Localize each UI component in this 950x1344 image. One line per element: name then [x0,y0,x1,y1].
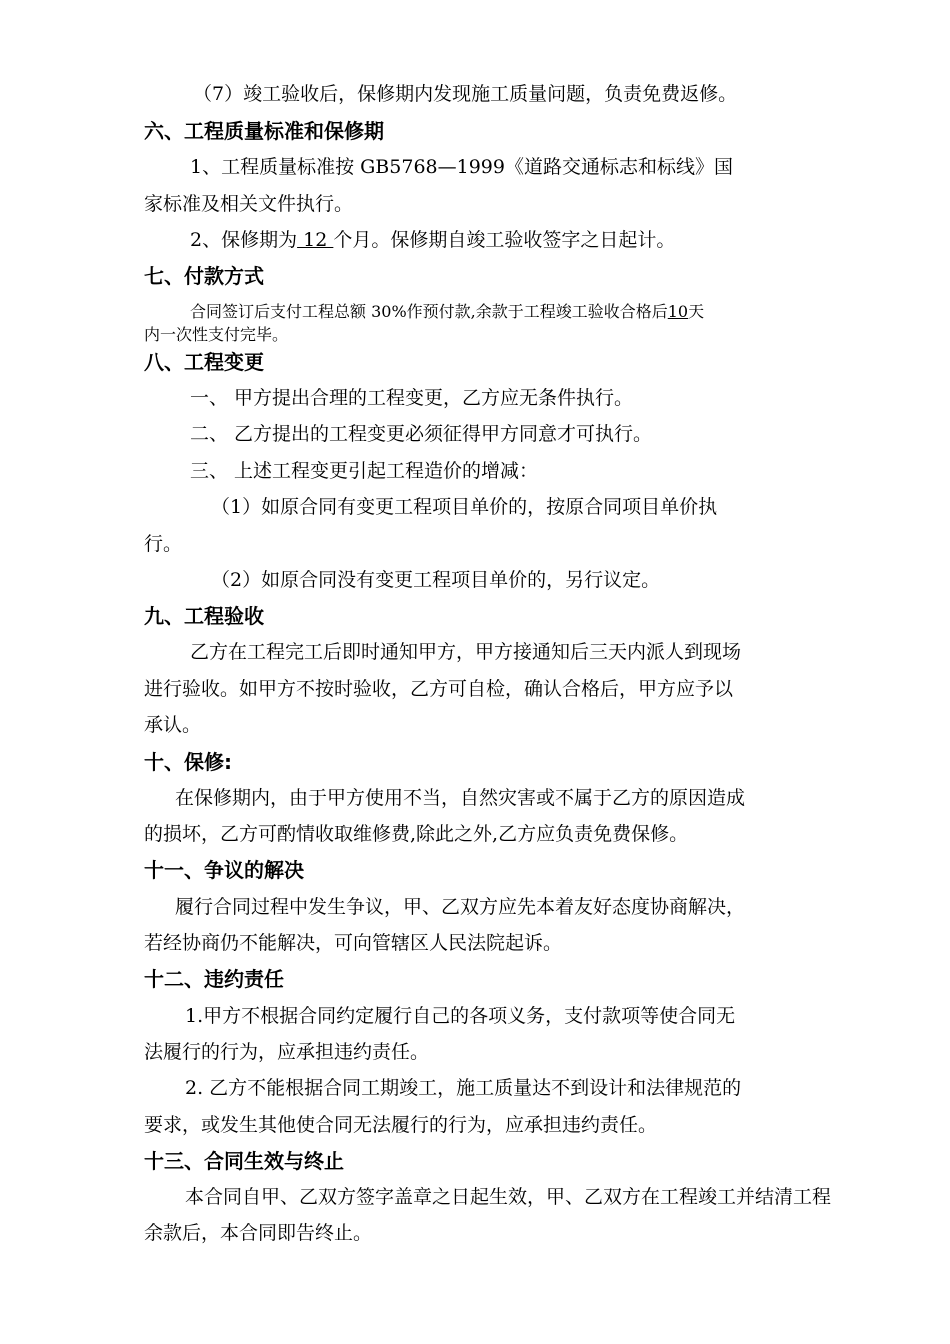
warranty-period-line [190,228,675,252]
payment-days-unit: 天 [688,302,705,321]
effect-line-1: 本合同自甲、乙双方签字盖章之日起生效，甲、乙双方在工程竣工并结清工程 [185,1186,832,1208]
warranty-period-suffix: 个月。保修期自竣工验收签字之日起计。 [333,229,676,251]
effect-line-2: 余款后，本合同即告终止。 [144,1222,373,1244]
acceptance-line-1: 乙方在工程完工后即时通知甲方，甲方接通知后三天内派人到现场 [190,641,742,663]
change-item-3: 三、 上述工程变更引起工程造价的增减： [190,460,539,482]
change-sub-1-line-2: 行。 [144,533,183,555]
change-sub-2: （2）如原合同没有变更工程项目单价的，另行议定。 [211,569,661,591]
warranty-period-prefix: 2、保修期为 [190,229,298,251]
section-9-heading: 九、工程验收 [144,604,264,628]
section-6-heading: 六、工程质量标准和保修期 [144,119,384,143]
warranty-line-1: 在保修期内，由于甲方使用不当，自然灾害或不属于乙方的原因造成 [175,787,746,809]
section-10-heading: 十、保修: [144,750,232,774]
payment-days-value: 10 [667,302,689,321]
change-item-2: 二、 乙方提出的工程变更必须征得甲方同意才可执行。 [190,423,653,445]
change-item-1: 一、 甲方提出合理的工程变更，乙方应无条件执行。 [190,387,634,409]
section-11-heading: 十一、争议的解决 [144,858,304,882]
payment-text: 合同签订后支付工程总额 30%作预付款,余款于工程竣工验收合格后 [190,302,668,321]
dispute-line-1: 履行合同过程中发生争议，甲、乙双方应先本着友好态度协商解决， [175,896,746,918]
acceptance-line-2: 进行验收。如甲方不按时验收，乙方可自检，确认合格后，甲方应予以 [144,678,734,700]
quality-standard-line-2: 家标准及相关文件执行。 [144,193,354,215]
payment-line-2: 内一次性支付完毕。 [144,325,289,344]
section-12-heading: 十二、违约责任 [144,967,284,991]
section-7-heading: 七、付款方式 [144,264,264,288]
warranty-line-2: 的损坏，乙方可酌情收取维修费,除此之外,乙方应负责免费保修。 [144,823,689,845]
breach-item-1-line-2: 法履行的行为，应承担违约责任。 [144,1041,430,1063]
quality-standard-line-1: 1、工程质量标准按 GB5768—1999《道路交通标志和标线》国 [190,156,733,178]
breach-item-1-line-1: 1.甲方不根据合同约定履行自己的各项义务，支付款项等使合同无 [185,1005,736,1027]
section-8-heading: 八、工程变更 [144,350,264,374]
acceptance-line-3: 承认。 [144,714,202,736]
payment-line-1 [190,302,704,322]
breach-item-2-line-1: 2. 乙方不能根据合同工期竣工，施工质量达不到设计和法律规范的 [185,1077,742,1099]
section-13-heading: 十三、合同生效与终止 [144,1149,344,1173]
breach-item-2-line-2: 要求，或发生其他使合同无法履行的行为，应承担违约责任。 [144,1114,658,1136]
change-sub-1-line-1: （1）如原合同有变更工程项目单价的，按原合同项目单价执 [211,496,718,518]
dispute-line-2: 若经协商仍不能解决，可向管辖区人民法院起诉。 [144,932,563,954]
warranty-months-value: 12 [297,229,334,251]
clause-7-repair: （7）竣工验收后，保修期内发现施工质量问题，负责免费返修。 [193,83,738,105]
